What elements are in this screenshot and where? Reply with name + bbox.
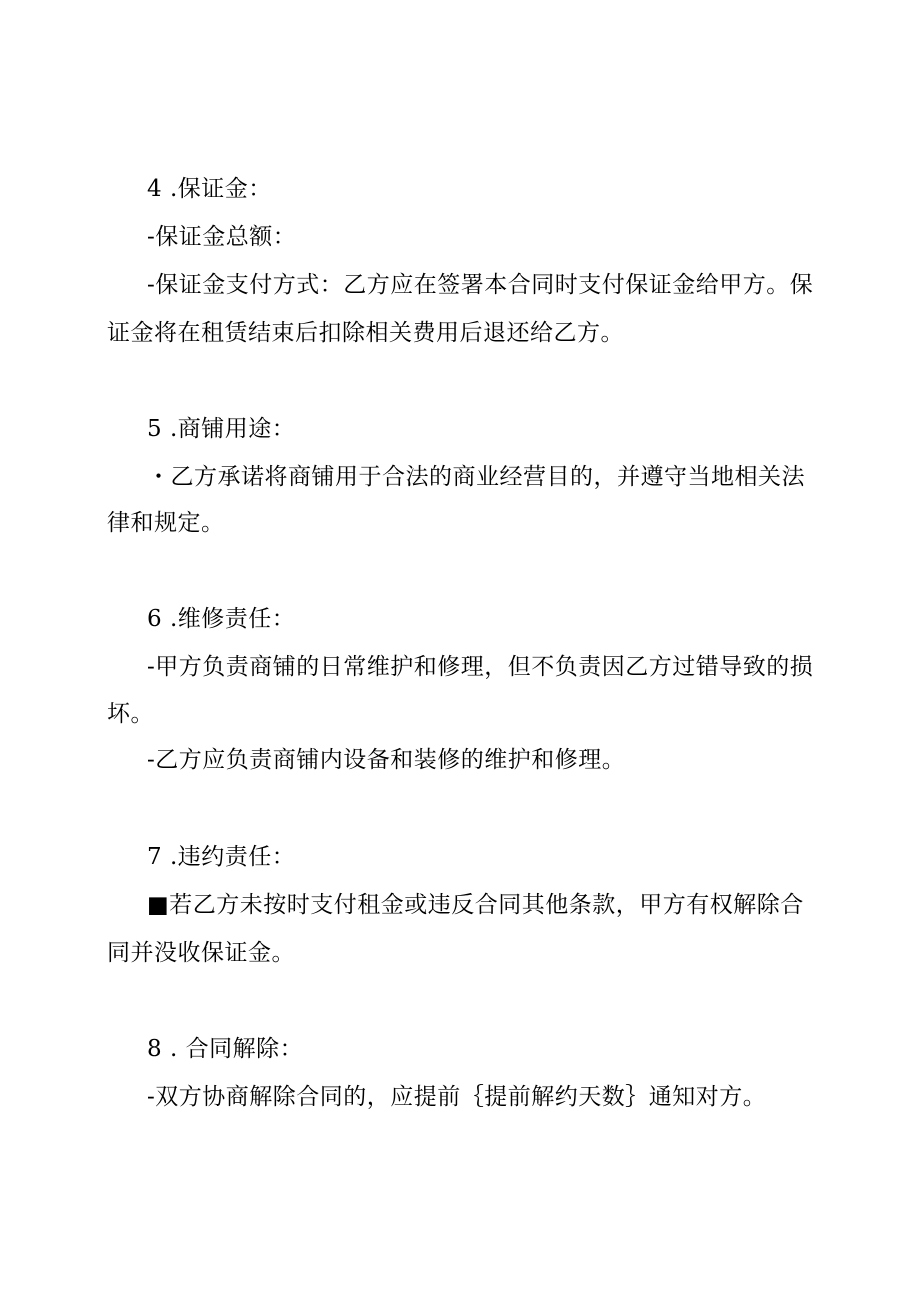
section-5-line-2: 律和规定。 bbox=[107, 510, 225, 536]
section-7-line-1: ■若乙方未按时支付租金或违反合同其他条款，甲方有权解除合 bbox=[147, 892, 804, 918]
section-8-line-1: -双方协商解除合同的，应提前｛提前解约天数｝通知对方。 bbox=[147, 1084, 767, 1110]
section-4-line-3: 证金将在租赁结束后扣除相关费用后退还给乙方。 bbox=[107, 320, 624, 346]
section-heading-5: 5 .商铺用途： bbox=[147, 416, 296, 442]
section-heading-6: 6 .维修责任： bbox=[147, 606, 296, 632]
section-5-line-1: ・乙方承诺将商铺用于合法的商业经营目的，并遵守当地相关法 bbox=[147, 464, 805, 490]
section-6-line-3: -乙方应负责商铺内设备和装修的维护和修理。 bbox=[147, 747, 626, 773]
section-heading-7: 7 .违约责任： bbox=[147, 844, 296, 870]
section-4-line-1: -保证金总额： bbox=[147, 224, 297, 250]
section-heading-4: 4 .保证金： bbox=[147, 176, 272, 202]
section-7-line-2: 同并没收保证金。 bbox=[107, 940, 295, 966]
section-4-line-2: -保证金支付方式：乙方应在签署本合同时支付保证金给甲方。保 bbox=[147, 272, 814, 298]
section-6-line-1: -甲方负责商铺的日常维护和修理，但不负责因乙方过错导致的损 bbox=[147, 654, 814, 680]
section-6-line-2: 坏。 bbox=[107, 701, 154, 727]
section-heading-8: 8 . 合同解除： bbox=[147, 1036, 304, 1062]
